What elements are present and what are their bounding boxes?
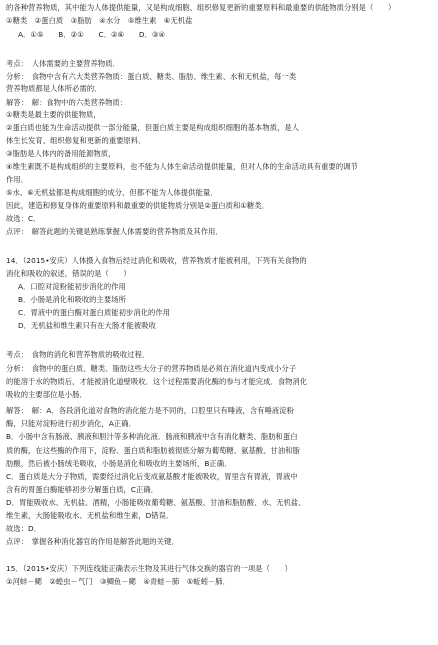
q13-result: 故选：C． [6, 214, 41, 223]
q14-stem-line: 14．（2015•安庆）人体摄入食物后经过消化和吸收，营养物质才能被利用，下列有关食物的 [6, 256, 307, 265]
q14-answer-line: 质的酶，在这些酶的作用下，淀粉、蛋白质和脂肪被彻底分解为葡萄糖、氨基酸、甘油和脂 [6, 446, 300, 455]
q13-answer-line: ④维生素既不是构成组织的主要原料，也不能为人体生命活动提供能量，但对人体的生命活动具有重要的调节 [6, 162, 358, 171]
q13-kaodian: 考点： 人体需要的主要营养物质． [6, 59, 120, 68]
q14-option-b: B．小肠是消化和吸收的主要场所 [18, 295, 126, 304]
q14-analysis-line: 吸收的主要部位是小肠． [6, 390, 87, 399]
q13-comment: 点评： 解答此题的关键是熟练掌握人体需要的营养物质及其作用． [6, 227, 223, 236]
q14-option-d: D．无机盐和维生素只有在大肠才能被吸收 [18, 321, 156, 330]
q14-option-c: C．胃液中的蛋白酶对蛋白质能初步消化的作用 [18, 308, 171, 317]
q14-result: 故选：D． [6, 524, 42, 533]
q14-option-a: A．口腔对淀粉能初步消化的作用 [18, 282, 126, 291]
q13-options: A．①⑤ B．②① C．②⑥ D．③④ [18, 30, 166, 39]
q14-kaodian: 考点： 食物的消化和营养物质的吸收过程． [6, 350, 150, 359]
q13-answer-line: 作用． [6, 175, 29, 184]
q14-answer-line: 解答： 解：A．各段消化道对食物的消化能力是不同的，口腔里只有唾液，含有唾液淀粉 [6, 406, 294, 415]
q13-analysis-line: 分析： 食物中含有六大类营养物质：蛋白质、糖类、脂肪、维生素、水和无机盐，每一类 [6, 72, 297, 81]
q13-stem-tail: 的各种营养物质，其中能为人体提供能量，又是构成细胞、组织修复更新的重要原料和最重要的供能物质分别是（ ） [6, 3, 396, 12]
q13-answer-line: ②蛋白质也能为生命活动提供一部分能量，但蛋白质主要是构成组织细胞的基本物质，是人 [6, 123, 300, 132]
q15-options: ①河蚌－鳃 ②蝗虫－气门 ③鲫鱼－鳃 ④青蛙－肺 ⑤蚯蚓－肺． [6, 577, 230, 586]
q14-answer-line: 维生素，大肠能吸收水、无机盐和维生素，D错误． [6, 511, 174, 520]
q13-answer-line: ③脂肪是人体内的备用能源物质， [6, 149, 116, 158]
q14-answer-line: 酶，只能对淀粉进行初步消化，A正确． [6, 419, 136, 428]
q14-answer-line: C．蛋白质是大分子物质，需要经过消化后变成氨基酸才能被吸收，胃里含有胃液，胃液中 [6, 472, 298, 481]
q14-answer-line: 含有的胃蛋白酶能够初步分解蛋白质，C正确． [6, 485, 159, 494]
q13-analysis-line: 营养物质都是人体所必需的． [6, 84, 102, 93]
q13-answer-line: ①糖类是最主要的供能物质， [6, 110, 101, 119]
q13-items: ①糖类 ②蛋白质 ③脂肪 ④水分 ⑤维生素 ⑥无机盐 [6, 16, 193, 25]
q13-answer-line: 因此，建造和修复身体的重要原料和最重要的供能物质分别是②蛋白质和①糖类． [6, 201, 269, 210]
q14-answer-line: D．胃能吸收水、无机盐、酒精，小肠能吸收葡萄糖、氨基酸、甘油和脂肪酸、水、无机盐、 [6, 498, 306, 507]
q13-answer-line: 体生长发育、组织修复和更新的重要原料． [6, 136, 146, 145]
q14-answer-line: 肪酸，然后被小肠绒毛吸收，小肠是消化和吸收的主要场所，B正确． [6, 459, 232, 468]
q13-answer-line: ⑤水、⑥无机盐都是构成细胞的成分，但都不能为人体提供能量． [6, 188, 218, 197]
q14-comment: 点评： 掌握各种消化器官的作用是解答此题的关键． [6, 537, 179, 546]
q14-analysis-line: 分析： 食物中的蛋白质、糖类、脂肪这些大分子的营养物质是必须在消化道内变成小分子 [6, 364, 297, 373]
q14-answer-line: B．小肠中含有肠液、胰液和胆汁等多种消化液．肠液和胰液中含有消化糖类、脂肪和蛋白 [6, 432, 298, 441]
q13-answer-line: 解答： 解：食物中的六类营养物质： [6, 98, 128, 107]
q14-analysis-line: 的能溶于水的物质后，才能被消化道壁吸收．这个过程需要消化酶的参与才能完成．食物消化 [6, 377, 308, 386]
q15-stem: 15．（2015•安庆）下列连线能正确表示生物及其进行气体交换的器官的一项是（ ） [6, 564, 292, 573]
q14-stem-line: 消化和吸收的叙述，错误的是（ ） [6, 269, 131, 278]
